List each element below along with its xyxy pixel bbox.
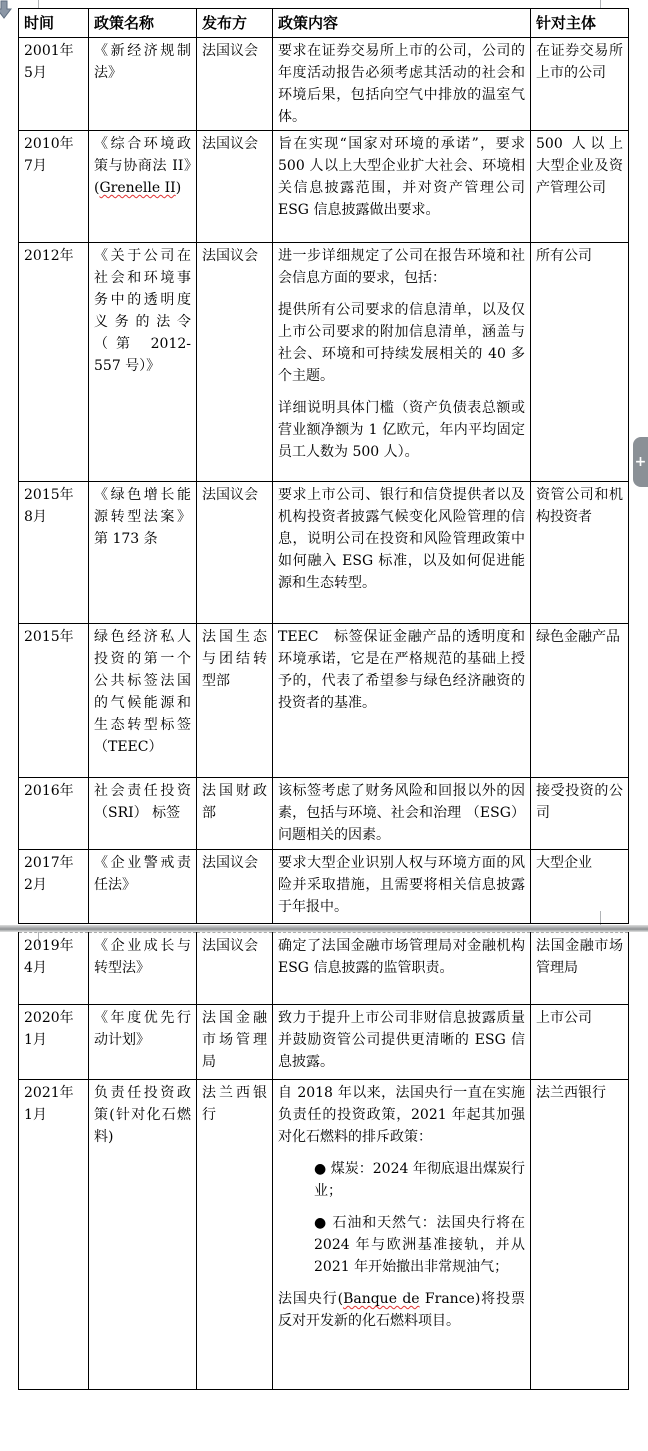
paragraph — [202, 1007, 267, 1073]
paragraph — [536, 133, 623, 199]
time-cell[interactable] — [19, 778, 89, 850]
paragraph — [278, 780, 525, 846]
paragraph — [202, 484, 267, 506]
text-run: 绿色金融产品 — [536, 629, 620, 645]
text-run: 法兰西银行 — [536, 1085, 606, 1101]
publisher-cell[interactable] — [197, 38, 273, 131]
policy-name — [94, 133, 191, 199]
policy-name-cell[interactable] — [89, 38, 197, 131]
paragraph — [278, 484, 525, 594]
paragraph — [202, 935, 267, 957]
policy-name-cell[interactable] — [89, 131, 197, 243]
policy-name — [94, 484, 191, 550]
paragraph — [536, 245, 623, 267]
time-line: 2010年 — [24, 136, 74, 152]
text-run: 要求上市公司、银行和信贷提供者以及机构投资者披露气候变化风险管理的信息，说明公司在投资和风险管理政策中如何融入 ESG 标准，以及如何促进能源和生态转型。 — [278, 487, 525, 591]
publisher-cell[interactable] — [197, 131, 273, 243]
column-header-policy-name: 政策名称 — [89, 9, 197, 38]
time-line: 7月 — [24, 158, 47, 174]
paragraph — [202, 626, 267, 692]
margin-crop-mark — [38, 0, 39, 8]
text-run: 《综合环境政策与协商法 II》( — [94, 136, 191, 196]
object-anchor-icon — [0, 0, 12, 24]
table-row — [19, 243, 629, 482]
policy-content-cell[interactable] — [273, 482, 531, 624]
policy-content-cell[interactable] — [273, 1080, 531, 1390]
page-break-divider — [0, 925, 648, 932]
text-run: 进一步详细规定了公司在报告环境和社会信息方面的要求，包括： — [278, 248, 525, 286]
paragraph — [278, 40, 525, 128]
paragraph — [536, 40, 623, 84]
time-line: 5月 — [24, 65, 47, 81]
text-run: 法国议会 — [202, 938, 258, 954]
text-run: 法国议会 — [202, 855, 258, 871]
bullet-icon: ● — [314, 1215, 333, 1231]
paragraph — [278, 133, 525, 221]
time-line: 2017年 — [24, 855, 74, 871]
policy-name — [94, 245, 191, 377]
text-run: 要求大型企业识别人权与环境方面的风险并采取措施，且需要将相关信息披露于年报中。 — [278, 855, 525, 915]
time-line: 2001年 — [24, 43, 74, 59]
paragraph — [278, 1007, 525, 1073]
policy-content-cell[interactable] — [273, 778, 531, 850]
time-cell[interactable] — [19, 38, 89, 131]
text-run: 法国央行( — [278, 1291, 344, 1307]
time-cell[interactable] — [19, 850, 89, 924]
paragraph — [536, 484, 623, 528]
paragraph — [202, 245, 267, 267]
text-run: 详细说明具体门槛（资产负债表总额或营业额净额为 1 亿欧元，年内平均固定员工人数为 500 人）。 — [278, 400, 525, 460]
policy-content-cell[interactable] — [273, 1005, 531, 1080]
policy-name-cell[interactable] — [89, 850, 197, 924]
text-run: 法国议会 — [202, 43, 258, 59]
publisher-cell[interactable] — [197, 482, 273, 624]
paragraph — [278, 397, 525, 463]
text-run: 法国金融市场管理局 — [536, 938, 623, 976]
text-run: 法兰西银行 — [202, 1085, 267, 1123]
paragraph — [536, 780, 623, 824]
policy-content-cell[interactable] — [273, 38, 531, 131]
text-run: TEEC 标签保证金融产品的透明度和环境承诺，它是在严格规范的基础上授予的，代表了希望参与绿色经济融资的投资者的基准。 — [278, 629, 525, 711]
time-line: 1月 — [24, 1107, 47, 1123]
table-row — [19, 482, 629, 624]
text-run: 《企业警戒责任法》 — [94, 855, 191, 893]
policy-name — [94, 626, 191, 758]
policy-name-cell[interactable] — [89, 933, 197, 1005]
target-cell[interactable] — [531, 482, 629, 624]
column-header-publisher: 发布方 — [197, 9, 273, 38]
table-row — [19, 131, 629, 243]
policy-name-cell[interactable] — [89, 243, 197, 482]
policy-content-cell[interactable] — [273, 131, 531, 243]
publisher-cell[interactable] — [197, 933, 273, 1005]
paragraph — [536, 626, 623, 648]
time-line: 2020年 — [24, 1010, 74, 1026]
time-cell[interactable] — [19, 1080, 89, 1390]
text-run: 《新经济规制法》 — [94, 43, 191, 81]
policy-name-cell[interactable] — [89, 1080, 197, 1390]
paragraph — [278, 626, 525, 714]
time-line: 2015年 — [24, 487, 74, 503]
text-run: 500 人以上大型企业及资产管理公司 — [536, 136, 623, 196]
policy-name — [94, 935, 191, 979]
table-row — [19, 933, 629, 1005]
target-cell[interactable] — [531, 933, 629, 1005]
text-run: ) — [175, 180, 182, 196]
text-run: 法国金融市场管理局 — [202, 1010, 267, 1070]
paragraph — [278, 1082, 525, 1148]
target-cell[interactable] — [531, 1080, 629, 1390]
paragraph — [536, 1007, 623, 1029]
text-run: 旨在实现“国家对环境的承诺”，要求 500 人以上大型企业扩大社会、环境相关信息披露范围，并对资产管理公司 ESG 信息披露做出要求。 — [278, 136, 525, 218]
misspelled-text: Grenelle II — [99, 180, 176, 196]
time-cell[interactable] — [19, 1005, 89, 1080]
column-header-target: 针对主体 — [531, 9, 629, 38]
misspelled-text: Banque de — [343, 1291, 420, 1307]
text-run: 确定了法国金融市场管理局对金融机构 ESG 信息披露的监管职责。 — [278, 938, 525, 976]
time-cell[interactable] — [19, 131, 89, 243]
text-run: 《绿色增长能源转型法案》第 173 条 — [94, 487, 191, 547]
time-line: 2月 — [24, 877, 47, 893]
paragraph — [536, 1082, 623, 1104]
margin-crop-mark — [600, 0, 601, 8]
policy-name-cell[interactable] — [89, 778, 197, 850]
table-row — [19, 38, 629, 131]
policy-table-page2 — [18, 932, 629, 1390]
time-line: 1月 — [24, 1032, 47, 1048]
text-run: 《关于公司在社会和环境事务中的透明度义务的法令（第 2012-557 号）》 — [94, 248, 191, 374]
text-run: 所有公司 — [536, 248, 592, 264]
paragraph — [278, 299, 525, 387]
column-header-time: 时间 — [19, 9, 89, 38]
publisher-cell[interactable] — [197, 624, 273, 778]
time-line: 8月 — [24, 509, 47, 525]
text-run: 《企业成长与转型法》 — [94, 938, 191, 976]
text-run: 法国议会 — [202, 248, 258, 264]
bullet-icon: ● — [314, 1161, 331, 1177]
text-run: 法国议会 — [202, 487, 258, 503]
target-cell[interactable] — [531, 131, 629, 243]
paragraph — [278, 245, 525, 289]
table-row — [19, 778, 629, 850]
column-header-policy-content: 政策内容 — [273, 9, 531, 38]
policy-name — [94, 1007, 191, 1051]
policy-name-cell[interactable] — [89, 624, 197, 778]
time-cell[interactable] — [19, 933, 89, 1005]
policy-name — [94, 40, 191, 84]
publisher-cell[interactable] — [197, 1005, 273, 1080]
text-run: 法国财政部 — [202, 783, 267, 821]
policy-content-cell[interactable] — [273, 243, 531, 482]
text-run: 在证券交易所上市的公司 — [536, 43, 623, 81]
paragraph — [202, 852, 267, 874]
target-cell[interactable] — [531, 38, 629, 131]
text-run: 上市公司 — [536, 1010, 592, 1026]
paragraph — [536, 935, 623, 979]
target-cell[interactable] — [531, 850, 629, 924]
text-run: 石油和天然气：法国央行将在 2024 年与欧洲基准接轨，并从 2021 年开始撤出非常规油气； — [314, 1215, 526, 1275]
table-row — [19, 1005, 629, 1080]
policy-content-cell[interactable] — [273, 933, 531, 1005]
paragraph — [202, 1082, 267, 1126]
table-row — [19, 624, 629, 778]
paragraph — [278, 1288, 525, 1332]
text-run: 负责任投资政策(针对化石燃料) — [94, 1085, 191, 1145]
paragraph — [278, 852, 525, 918]
target-cell[interactable] — [531, 624, 629, 778]
insert-handle-button[interactable] — [633, 437, 648, 487]
policy-table-page2-body — [19, 933, 629, 1390]
header-row — [19, 9, 629, 38]
policy-name-cell[interactable] — [89, 482, 197, 624]
time-line: 2019年 — [24, 938, 74, 954]
text-run: 绿色经济私人投资的第一个公共标签法国的气候能源和生态转型标签（TEEC） — [94, 629, 191, 755]
time-line: 2015年 — [24, 629, 74, 645]
time-line: 2012年 — [24, 248, 74, 264]
text-run: 该标签考虑了财务风险和回报以外的因素，包括与环境、社会和治理 （ESG） 问题相关的因素。 — [278, 783, 525, 843]
target-cell[interactable] — [531, 1005, 629, 1080]
text-run: 要求在证券交易所上市的公司，公司的年度活动报告必须考虑其活动的社会和环境后果，包括向空气中排放的温室气体。 — [278, 43, 525, 125]
table-row — [19, 850, 629, 924]
paragraph — [536, 852, 623, 874]
text-run: 接受投资的公司 — [536, 783, 623, 821]
bullet-item — [314, 1158, 525, 1202]
policy-name — [94, 780, 191, 824]
policy-name-cell[interactable] — [89, 1005, 197, 1080]
time-cell[interactable] — [19, 482, 89, 624]
text-run: France)将投票反对开发新的化石燃料项目。 — [278, 1291, 525, 1329]
text-run: 社会责任投资 （SRI） 标签 — [94, 783, 191, 821]
text-run: 法国生态与团结转型部 — [202, 629, 267, 689]
plus-icon: + — [634, 454, 647, 470]
text-run: 自 2018 年以来，法国央行一直在实施负责任的投资政策，2021 年起其加强对化石燃料的排斥政策： — [278, 1085, 525, 1145]
policy-name — [94, 852, 191, 896]
time-cell[interactable] — [19, 243, 89, 482]
text-run: 《年度优先行动计划》 — [94, 1010, 191, 1048]
text-run: 大型企业 — [536, 855, 592, 871]
paragraph — [278, 935, 525, 979]
publisher-cell[interactable] — [197, 778, 273, 850]
text-run: 提供所有公司要求的信息清单，以及仅上市公司要求的附加信息清单，涵盖与社会、环境和可持续发展相关的 40 多个主题。 — [278, 302, 525, 384]
table-row — [19, 1080, 629, 1390]
policy-name — [94, 1082, 191, 1148]
paragraph — [202, 780, 267, 824]
text-run: 致力于提升上市公司非财信息披露质量并鼓励资管公司提供更清晰的 ESG 信息披露。 — [278, 1010, 525, 1070]
publisher-cell[interactable] — [197, 850, 273, 924]
policy-table-page1-body — [19, 9, 629, 924]
text-run: 煤炭：2024 年彻底退出煤炭行业； — [314, 1161, 525, 1199]
policy-content-cell[interactable] — [273, 850, 531, 924]
time-line: 4月 — [24, 960, 47, 976]
paragraph — [202, 40, 267, 62]
policy-table-page1 — [18, 8, 629, 924]
policy-content-cell[interactable] — [273, 624, 531, 778]
time-line: 2016年 — [24, 783, 74, 799]
time-line: 2021年 — [24, 1085, 74, 1101]
target-cell[interactable] — [531, 243, 629, 482]
bullet-item — [314, 1212, 525, 1278]
paragraph — [202, 133, 267, 155]
text-run: 资管公司和机构投资者 — [536, 487, 623, 525]
target-cell[interactable] — [531, 778, 629, 850]
publisher-cell[interactable] — [197, 1080, 273, 1390]
text-run: 法国议会 — [202, 136, 258, 152]
time-cell[interactable] — [19, 624, 89, 778]
publisher-cell[interactable] — [197, 243, 273, 482]
